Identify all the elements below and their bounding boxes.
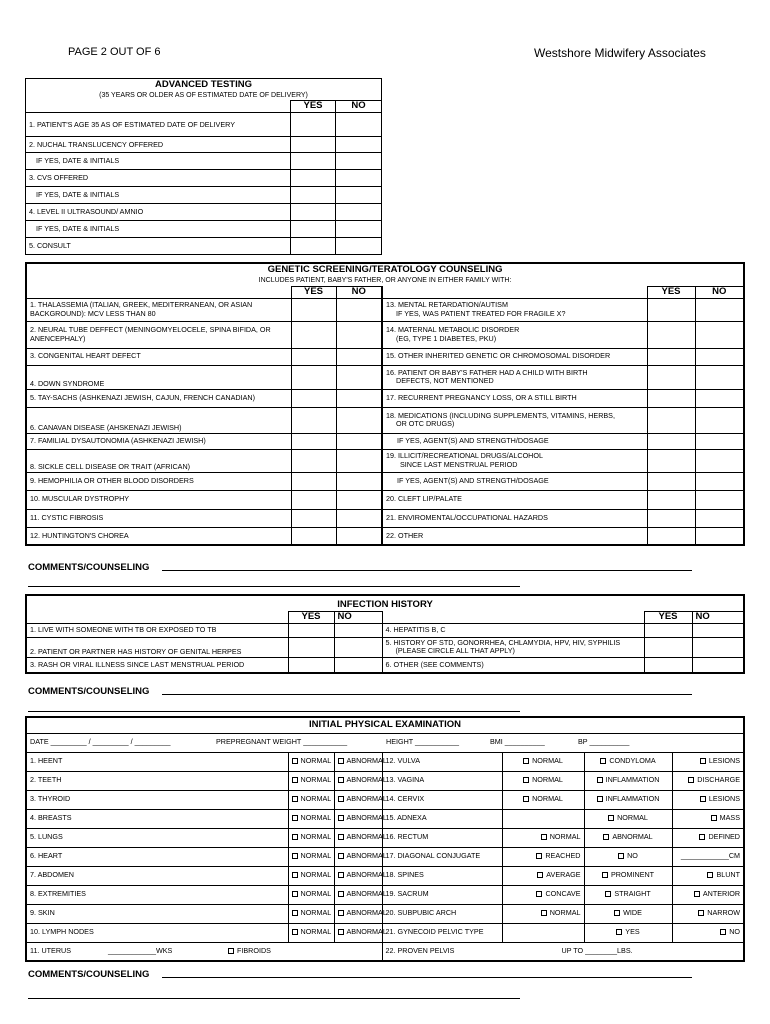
no-cell[interactable] [695, 509, 744, 527]
advanced-row: IF YES, DATE & INITIALS [26, 221, 291, 238]
yes-cell[interactable] [288, 637, 334, 657]
checkbox[interactable] [600, 758, 606, 764]
genetic-row: 22. OTHER [382, 527, 647, 545]
checkbox[interactable] [597, 796, 603, 802]
no-cell[interactable] [336, 321, 382, 348]
yes-cell[interactable] [647, 389, 695, 407]
yes-cell[interactable] [291, 472, 336, 490]
advanced-row: 2. NUCHAL TRANSLUCENCY OFFERED [26, 137, 291, 153]
advanced-testing-subtitle: (35 YEARS OR OLDER AS OF ESTIMATED DATE OF DELIVERY) [26, 91, 382, 101]
genetic-row: 14. MATERNAL METABOLIC DISORDER (EG, TYPE 1 DIABETES, PKU) [382, 321, 647, 348]
no-cell[interactable] [334, 637, 382, 657]
no-cell[interactable] [695, 407, 744, 433]
no-cell[interactable] [336, 137, 382, 153]
no-cell[interactable] [336, 407, 382, 433]
genetic-row: 20. CLEFT LIP/PALATE [382, 490, 647, 509]
exam-item: 11. UTERUS [30, 946, 72, 956]
fibroids-option: FIBROIDS [237, 946, 271, 956]
genetic-row: 6. CANAVAN DISEASE (AHSKENAZI JEWISH) [26, 407, 291, 433]
yes-cell[interactable] [291, 490, 336, 509]
checkbox[interactable] [338, 929, 344, 935]
genetic-row: 12. HUNTINGTON'S CHOREA [26, 527, 291, 545]
infection-row: 3. RASH OR VIRAL ILLNESS SINCE LAST MENSTRUAL PERIOD [26, 657, 288, 673]
no-cell[interactable] [695, 348, 744, 365]
yes-cell[interactable] [647, 472, 695, 490]
dc-cm-field[interactable]: ____________CM [680, 851, 741, 861]
infection-row: 6. OTHER (SEE COMMENTS) [382, 657, 644, 673]
no-cell[interactable] [336, 113, 382, 137]
yes-cell[interactable] [647, 321, 695, 348]
yes-cell[interactable] [291, 113, 336, 137]
yes-cell[interactable] [291, 187, 336, 204]
advanced-testing-table [25, 78, 382, 255]
no-cell[interactable] [692, 637, 744, 657]
yes-cell[interactable] [647, 527, 695, 545]
exam-item: 2. TEETH [26, 771, 288, 790]
no-cell[interactable] [336, 389, 382, 407]
no-cell[interactable] [695, 321, 744, 348]
comments-line[interactable] [28, 711, 520, 712]
checkbox[interactable] [338, 815, 344, 821]
checkbox[interactable] [292, 853, 298, 859]
exam-item: 14. CERVIX [382, 790, 502, 809]
no-cell[interactable] [336, 238, 382, 255]
yes-cell[interactable] [647, 298, 695, 321]
genetic-row: 3. CONGENITAL HEART DEFECT [26, 348, 291, 365]
checkbox[interactable] [694, 891, 700, 897]
comments-label: COMMENTS/COUNSELING [28, 562, 150, 573]
yes-cell[interactable] [291, 407, 336, 433]
infection-history-table [25, 594, 745, 674]
no-cell[interactable] [695, 490, 744, 509]
no-cell[interactable] [336, 298, 382, 321]
checkbox[interactable] [338, 853, 344, 859]
checkbox[interactable] [292, 815, 298, 821]
yes-cell[interactable] [291, 321, 336, 348]
no-cell[interactable] [336, 490, 382, 509]
exam-item: 12. VULVA [382, 752, 502, 771]
no-cell[interactable] [336, 449, 382, 472]
checkbox[interactable] [608, 815, 614, 821]
exam-item: 17. DIAGONAL CONJUGATE [382, 847, 502, 866]
vitals-row [26, 733, 744, 752]
genetic-row: 21. ENVIROMENTAL/OCCUPATIONAL HAZARDS [382, 509, 647, 527]
no-cell[interactable] [692, 657, 744, 673]
no-cell[interactable] [695, 389, 744, 407]
exam-item: 1. HEENT [26, 752, 288, 771]
exam-item: 15. ADNEXA [382, 809, 502, 828]
no-header: NO [695, 286, 744, 298]
genetic-row: 1. THALASSEMIA (ITALIAN, GREEK, MEDITERRANEAN, OR ASIAN BACKGROUND): MCV LESS THAN 80 [26, 298, 291, 321]
yes-cell[interactable] [291, 221, 336, 238]
checkbox[interactable] [603, 834, 609, 840]
checkbox[interactable] [720, 929, 726, 935]
checkbox[interactable] [523, 758, 529, 764]
checkbox[interactable] [523, 777, 529, 783]
genetic-row: 13. MENTAL RETARDATION/AUTISM IF YES, WAS PATIENT TREATED FOR FRAGILE X? [382, 298, 647, 321]
infection-row: 2. PATIENT OR PARTNER HAS HISTORY OF GENITAL HERPES [26, 637, 288, 657]
no-cell[interactable] [336, 170, 382, 187]
yes-cell[interactable] [647, 407, 695, 433]
genetic-row: 16. PATIENT OR BABY'S FATHER HAD A CHILD WITH BIRTH DEFECTS, NOT MENTIONED [382, 365, 647, 389]
yes-cell[interactable] [288, 623, 334, 637]
advanced-row: IF YES, DATE & INITIALS [26, 153, 291, 170]
checkbox[interactable] [616, 929, 622, 935]
uterus-wks-field[interactable]: ____________WKS [108, 946, 173, 956]
no-cell[interactable] [695, 527, 744, 545]
no-cell[interactable] [695, 472, 744, 490]
infection-row: 5. HISTORY OF STD, GONORRHEA, CHLAMYDIA, HPV, HIV, SYPHILIS (PLEASE CIRCLE ALL THAT APPLY) [382, 637, 644, 657]
checkbox[interactable] [711, 815, 717, 821]
practice-name: Westshore Midwifery Associates [534, 46, 706, 60]
advanced-row: IF YES, DATE & INITIALS [26, 187, 291, 204]
yes-cell[interactable] [647, 490, 695, 509]
checkbox[interactable] [536, 853, 542, 859]
checkbox[interactable] [605, 891, 611, 897]
no-header: NO [336, 101, 382, 113]
no-cell[interactable] [692, 623, 744, 637]
comments-label: COMMENTS/COUNSELING [28, 686, 150, 697]
yes-header: YES [291, 286, 336, 298]
yes-cell[interactable] [291, 348, 336, 365]
pelvis-lbs-field[interactable]: UP TO ________LBS. [561, 946, 633, 956]
no-cell[interactable] [695, 433, 744, 449]
yes-cell[interactable] [291, 137, 336, 153]
checkbox[interactable] [523, 796, 529, 802]
genetic-row: 17. RECURRENT PREGNANCY LOSS, OR A STILL BIRTH [382, 389, 647, 407]
bp-field[interactable]: BP __________ [578, 737, 630, 747]
checkbox[interactable] [698, 910, 704, 916]
exam-item: 7. ABDOMEN [26, 866, 288, 885]
exam-item: 10. LYMPH NODES [26, 923, 288, 942]
physical-exam-title: INITIAL PHYSICAL EXAMINATION [26, 717, 744, 733]
checkbox[interactable] [688, 777, 694, 783]
checkbox[interactable] [700, 758, 706, 764]
yes-cell[interactable] [288, 657, 334, 673]
checkbox[interactable] [707, 872, 713, 878]
no-cell[interactable] [336, 509, 382, 527]
infection-row: 4. HEPATITIS B, C [382, 623, 644, 637]
no-cell[interactable] [695, 449, 744, 472]
advanced-row: 3. CVS OFFERED [26, 170, 291, 187]
yes-cell[interactable] [644, 637, 692, 657]
no-cell[interactable] [334, 657, 382, 673]
genetic-row: IF YES, AGENT(S) AND STRENGTH/DOSAGE [382, 433, 647, 449]
checkbox[interactable] [292, 834, 298, 840]
comments-line[interactable] [28, 998, 520, 999]
exam-item: 13. VAGINA [382, 771, 502, 790]
yes-cell[interactable] [291, 389, 336, 407]
yes-cell[interactable] [291, 170, 336, 187]
exam-item: 20. SUBPUBIC ARCH [382, 904, 502, 923]
height-field[interactable]: HEIGHT ___________ [386, 737, 459, 747]
yes-cell[interactable] [647, 509, 695, 527]
yes-cell[interactable] [291, 238, 336, 255]
no-cell[interactable] [336, 365, 382, 389]
exam-item: 21. GYNECOID PELVIC TYPE [382, 923, 502, 942]
no-cell[interactable] [336, 433, 382, 449]
advanced-row: 5. CONSULT [26, 238, 291, 255]
yes-cell[interactable] [647, 449, 695, 472]
genetic-row: 19. ILLICIT/RECREATIONAL DRUGS/ALCOHOL SINCE LAST MENSTRUAL PERIOD [382, 449, 647, 472]
comments-line[interactable] [162, 694, 692, 695]
yes-cell[interactable] [291, 509, 336, 527]
exam-item: 8. EXTREMITIES [26, 885, 288, 904]
exam-item: 5. LUNGS [26, 828, 288, 847]
weight-field[interactable]: PREPREGNANT WEIGHT ___________ [216, 737, 348, 747]
genetic-row: 5. TAY-SACHS (ASHKENAZI JEWISH, CAJUN, FRENCH CANADIAN) [26, 389, 291, 407]
comments-line[interactable] [162, 977, 692, 978]
genetic-row: 18. MEDICATIONS (INCLUDING SUPPLEMENTS, VITAMINS, HERBS, OR OTC DRUGS) [382, 407, 647, 433]
checkbox[interactable] [699, 834, 705, 840]
checkbox[interactable] [338, 891, 344, 897]
checkbox[interactable] [292, 929, 298, 935]
yes-cell[interactable] [644, 657, 692, 673]
no-header: NO [336, 286, 382, 298]
exam-item: 9. SKIN [26, 904, 288, 923]
genetic-row: 8. SICKLE CELL DISEASE OR TRAIT (AFRICAN) [26, 449, 291, 472]
genetic-subtitle: INCLUDES PATIENT, BABY'S FATHER, OR ANYONE IN EITHER FAMILY WITH: [26, 276, 744, 286]
no-cell[interactable] [336, 472, 382, 490]
exam-item: 19. SACRUM [382, 885, 502, 904]
exam-item: 4. BREASTS [26, 809, 288, 828]
checkbox[interactable] [338, 777, 344, 783]
checkbox[interactable] [536, 891, 542, 897]
no-cell[interactable] [336, 221, 382, 238]
checkbox[interactable] [338, 910, 344, 916]
no-header: NO [692, 611, 744, 623]
genetic-row: 11. CYSTIC FIBROSIS [26, 509, 291, 527]
physical-exam-table: INITIAL PHYSICAL EXAMINATION DATE _________ / _________ / _________ PREPREGNANT WEIGHT ___________ HEIGHT ___________ BMI __________ BP __________ 1. HEENT NORMAL ABNORMAL 12. VULVA NORMAL CONDYLOMA LESIONS 2. TEETH NORMAL ABNORMAL 13. VAGINA NORMAL INFLAMMATION DISCHARGE 3. THYROID NORMAL ABNORMAL 14. CERVIX NORMAL INFLAMMATION LESIONS 4. BREASTS NORMAL ABNORMAL 15. ADNEXA NORMAL MASS 5. LUNGS NORMAL ABNORMAL 16. RECTUM NORMAL ABNORMAL DEFINED 6. HEART NORMAL ABNORMAL 17. DIAGONAL CONJUGATE REACHED NO ____________CM 7. ABDOMEN NORMAL ABNORMAL 18. SPINES AVERAGE PROMINENT BLUNT 8. EXTREMITIES NORMAL ABNORMAL 19. SACRUM CONCAVE STRAIGHT ANTERIOR 9. SKIN NORMAL ABNORMAL 20. SUBPUBIC ARCH NORMAL WIDE NARROW 10. LYMPH NODES NORMAL ABNORMAL 21. GYNECOID PELVIC TYPE YES NO 11. UTERUS ____________WKS FIBROIDS 22. PROVEN PELVIS UP TO ________LBS. [25, 716, 745, 962]
infection-title: INFECTION HISTORY [26, 595, 744, 611]
checkbox[interactable] [292, 891, 298, 897]
exam-item: 3. THYROID [26, 790, 288, 809]
yes-cell[interactable] [291, 204, 336, 221]
checkbox[interactable] [338, 758, 344, 764]
yes-cell[interactable] [291, 298, 336, 321]
yes-cell[interactable] [291, 449, 336, 472]
advanced-testing-title: ADVANCED TESTING [26, 79, 382, 91]
bmi-field[interactable]: BMI __________ [490, 737, 545, 747]
checkbox[interactable] [228, 948, 234, 954]
genetic-row: IF YES, AGENT(S) AND STRENGTH/DOSAGE [382, 472, 647, 490]
genetic-title: GENETIC SCREENING/TERATOLOGY COUNSELING [26, 263, 744, 276]
comments-line[interactable] [162, 570, 692, 571]
yes-cell[interactable] [647, 348, 695, 365]
genetic-row: 7. FAMILIAL DYSAUTONOMIA (ASHKENAZI JEWISH) [26, 433, 291, 449]
checkbox[interactable] [541, 834, 547, 840]
yes-header: YES [288, 611, 334, 623]
yes-cell[interactable] [647, 365, 695, 389]
yes-cell[interactable] [291, 153, 336, 170]
genetic-row: 2. NEURAL TUBE DEFFECT (MENINGOMYELOCELE, SPINA BIFIDA, OR ANENCEPHALY) [26, 321, 291, 348]
checkbox[interactable] [338, 872, 344, 878]
no-cell[interactable] [334, 623, 382, 637]
yes-cell[interactable] [291, 365, 336, 389]
page-number: PAGE 2 OUT OF 6 [68, 46, 161, 58]
no-cell[interactable] [336, 527, 382, 545]
exam-item: 18. SPINES [382, 866, 502, 885]
yes-cell[interactable] [291, 527, 336, 545]
checkbox[interactable] [292, 872, 298, 878]
yes-header: YES [644, 611, 692, 623]
exam-item: 6. HEART [26, 847, 288, 866]
yes-cell[interactable] [647, 433, 695, 449]
checkbox[interactable] [292, 777, 298, 783]
exam-item: 22. PROVEN PELVIS [385, 946, 455, 956]
genetic-screening-table [25, 262, 745, 546]
checkbox[interactable] [338, 834, 344, 840]
checkbox[interactable] [292, 758, 298, 764]
yes-cell[interactable] [644, 623, 692, 637]
no-cell[interactable] [336, 153, 382, 170]
checkbox[interactable] [614, 910, 620, 916]
exam-item: 16. RECTUM [382, 828, 502, 847]
genetic-row: 4. DOWN SYNDROME [26, 365, 291, 389]
yes-header: YES [647, 286, 695, 298]
genetic-row: 10. MUSCULAR DYSTROPHY [26, 490, 291, 509]
yes-header: YES [291, 101, 336, 113]
no-cell[interactable] [336, 187, 382, 204]
advanced-row: 4. LEVEL II ULTRASOUND/ AMNIO [26, 204, 291, 221]
checkbox[interactable] [338, 796, 344, 802]
no-cell[interactable] [336, 204, 382, 221]
yes-cell[interactable] [291, 433, 336, 449]
comments-label: COMMENTS/COUNSELING [28, 969, 150, 980]
advanced-row: 1. PATIENT'S AGE 35 AS OF ESTIMATED DATE OF DELIVERY [26, 113, 291, 137]
comments-line[interactable] [28, 586, 520, 587]
no-cell[interactable] [695, 298, 744, 321]
checkbox[interactable] [618, 853, 624, 859]
checkbox[interactable] [700, 796, 706, 802]
checkbox[interactable] [597, 777, 603, 783]
no-header: NO [334, 611, 382, 623]
no-cell[interactable] [695, 365, 744, 389]
genetic-row: 15. OTHER INHERITED GENETIC OR CHROMOSOMAL DISORDER [382, 348, 647, 365]
checkbox[interactable] [537, 872, 543, 878]
pelvis-row [382, 942, 744, 961]
uterus-row [26, 942, 382, 961]
infection-row: 1. LIVE WITH SOMEONE WITH TB OR EXPOSED TO TB [26, 623, 288, 637]
date-field[interactable]: DATE _________ / _________ / _________ [30, 737, 171, 747]
checkbox[interactable] [541, 910, 547, 916]
checkbox[interactable] [292, 910, 298, 916]
no-cell[interactable] [336, 348, 382, 365]
genetic-row: 9. HEMOPHILIA OR OTHER BLOOD DISORDERS [26, 472, 291, 490]
checkbox[interactable] [602, 872, 608, 878]
checkbox[interactable] [292, 796, 298, 802]
